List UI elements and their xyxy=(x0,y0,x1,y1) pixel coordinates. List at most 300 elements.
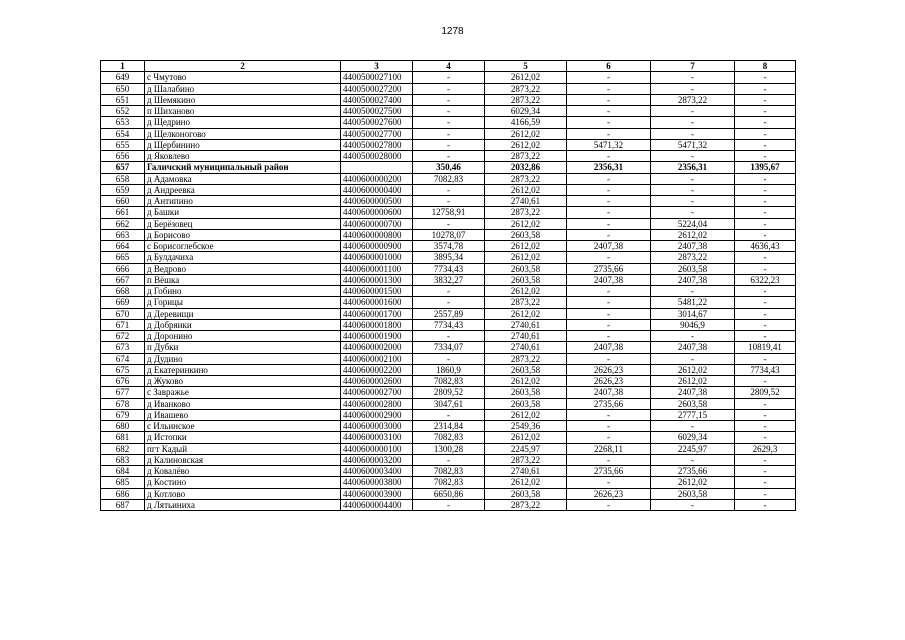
value-cell: - xyxy=(651,499,735,510)
value-cell: 2873,22 xyxy=(485,207,567,218)
value-cell: 2740,61 xyxy=(485,319,567,330)
settlement-name-cell: с Борисоглебское xyxy=(145,241,341,252)
value-cell: 2603,58 xyxy=(651,263,735,274)
value-cell: 6029,34 xyxy=(651,432,735,443)
settlement-name-cell: д Лятьиниха xyxy=(145,499,341,510)
value-cell: - xyxy=(735,263,796,274)
table-row xyxy=(101,432,796,443)
value-cell: - xyxy=(567,151,651,162)
value-cell: 2873,22 xyxy=(485,151,567,162)
settlement-name-cell: д Яковлево xyxy=(145,151,341,162)
value-cell: - xyxy=(651,151,735,162)
value-cell: 2873,22 xyxy=(651,94,735,105)
value-cell: 4166,59 xyxy=(485,117,567,128)
value-cell: 2809,52 xyxy=(413,387,485,398)
value-cell: 1860,9 xyxy=(413,364,485,375)
value-cell: 7082,83 xyxy=(413,477,485,488)
table-row xyxy=(101,83,796,94)
settlement-name-cell: д Ковалёво xyxy=(145,466,341,477)
value-cell: 2735,66 xyxy=(567,263,651,274)
table-row xyxy=(101,488,796,499)
row-number-cell: 673 xyxy=(101,342,145,353)
row-number-cell: 676 xyxy=(101,376,145,387)
table-row xyxy=(101,229,796,240)
column-header: 6 xyxy=(567,61,651,72)
settlement-name-cell: с Чмутово xyxy=(145,72,341,83)
row-number-cell: 670 xyxy=(101,308,145,319)
row-number-cell: 665 xyxy=(101,252,145,263)
value-cell: 2407,38 xyxy=(651,241,735,252)
table-row xyxy=(101,106,796,117)
value-cell: - xyxy=(567,286,651,297)
table-row xyxy=(101,173,796,184)
value-cell: 2612,02 xyxy=(485,308,567,319)
settlement-name-cell: д Калиновская xyxy=(145,454,341,465)
value-cell: - xyxy=(567,173,651,184)
row-number-cell: 668 xyxy=(101,286,145,297)
value-cell: 2612,02 xyxy=(651,477,735,488)
settlement-name-cell: д Щербинино xyxy=(145,139,341,150)
value-cell: 2407,38 xyxy=(651,274,735,285)
code-cell: 4400500027400 xyxy=(341,94,413,105)
code-cell: 4400600001600 xyxy=(341,297,413,308)
value-cell: 2603,58 xyxy=(651,398,735,409)
value-cell: - xyxy=(735,128,796,139)
value-cell: 2735,66 xyxy=(651,466,735,477)
value-cell: - xyxy=(567,477,651,488)
row-number-cell: 671 xyxy=(101,319,145,330)
value-cell: 2407,38 xyxy=(567,342,651,353)
value-cell: - xyxy=(735,72,796,83)
row-number-cell: 686 xyxy=(101,488,145,499)
code-cell: 4400600004400 xyxy=(341,499,413,510)
value-cell: - xyxy=(735,353,796,364)
value-cell: 3895,34 xyxy=(413,252,485,263)
value-cell: - xyxy=(735,94,796,105)
value-cell: 3047,61 xyxy=(413,398,485,409)
code-cell: 4400600000900 xyxy=(341,241,413,252)
settlement-name-cell: д Иванково xyxy=(145,398,341,409)
value-cell: - xyxy=(413,83,485,94)
value-cell: - xyxy=(567,252,651,263)
value-cell: - xyxy=(413,184,485,195)
value-cell: 2612,02 xyxy=(485,72,567,83)
value-cell: 2245,97 xyxy=(485,443,567,454)
value-cell: 2356,31 xyxy=(651,162,735,173)
value-cell: - xyxy=(651,117,735,128)
value-cell: 2314,84 xyxy=(413,421,485,432)
value-cell: - xyxy=(413,128,485,139)
settlement-name-cell: д Екатеринкино xyxy=(145,364,341,375)
value-cell: 2873,22 xyxy=(485,94,567,105)
value-cell: - xyxy=(413,196,485,207)
code-cell: 4400600002000 xyxy=(341,342,413,353)
value-cell: 2407,38 xyxy=(567,387,651,398)
value-cell: 2629,3 xyxy=(735,443,796,454)
value-cell: 3014,67 xyxy=(651,308,735,319)
table-row xyxy=(101,319,796,330)
value-cell: 7734,43 xyxy=(413,263,485,274)
column-header: 8 xyxy=(735,61,796,72)
code-cell: 4400600003800 xyxy=(341,477,413,488)
table-body xyxy=(101,72,796,511)
table-row xyxy=(101,72,796,83)
value-cell: 2603,58 xyxy=(485,274,567,285)
value-cell: 2612,02 xyxy=(485,376,567,387)
table-row xyxy=(101,184,796,195)
code-cell: 4400600000800 xyxy=(341,229,413,240)
settlement-name-cell: д Котлово xyxy=(145,488,341,499)
value-cell: - xyxy=(413,286,485,297)
table-row xyxy=(101,398,796,409)
settlement-name-cell: Галичский муниципальный район xyxy=(145,162,341,173)
value-cell: - xyxy=(735,218,796,229)
table-row xyxy=(101,263,796,274)
value-cell: 2603,58 xyxy=(485,398,567,409)
value-cell: 1300,28 xyxy=(413,443,485,454)
code-cell: 4400500027800 xyxy=(341,139,413,150)
row-number-cell: 654 xyxy=(101,128,145,139)
column-header: 1 xyxy=(101,61,145,72)
code-cell: 4400500027600 xyxy=(341,117,413,128)
table-row xyxy=(101,421,796,432)
row-number-cell: 675 xyxy=(101,364,145,375)
value-cell: 2735,66 xyxy=(567,466,651,477)
value-cell: 2612,02 xyxy=(485,252,567,263)
value-cell: - xyxy=(567,117,651,128)
value-cell: - xyxy=(413,106,485,117)
value-cell: 7082,83 xyxy=(413,432,485,443)
code-cell: 4400600000700 xyxy=(341,218,413,229)
code-cell: 4400600002900 xyxy=(341,409,413,420)
row-number-cell: 678 xyxy=(101,398,145,409)
value-cell: 2612,02 xyxy=(485,286,567,297)
value-cell: - xyxy=(567,308,651,319)
value-cell: 2032,86 xyxy=(485,162,567,173)
code-cell xyxy=(341,162,413,173)
value-cell: 2740,61 xyxy=(485,196,567,207)
settlement-name-cell: д Адамовка xyxy=(145,173,341,184)
value-cell: - xyxy=(567,106,651,117)
table-row xyxy=(101,308,796,319)
value-cell: - xyxy=(651,331,735,342)
value-cell: - xyxy=(735,308,796,319)
code-cell: 4400500027100 xyxy=(341,72,413,83)
value-cell: 2873,22 xyxy=(485,83,567,94)
code-cell: 4400600003900 xyxy=(341,488,413,499)
value-cell: 2245,97 xyxy=(651,443,735,454)
value-cell: 350,46 xyxy=(413,162,485,173)
settlement-name-cell: д Щелконогово xyxy=(145,128,341,139)
value-cell: 2407,38 xyxy=(651,387,735,398)
value-cell: - xyxy=(735,229,796,240)
code-cell: 4400600000400 xyxy=(341,184,413,195)
value-cell: - xyxy=(651,196,735,207)
code-cell: 4400600002100 xyxy=(341,353,413,364)
settlement-name-cell: д Булдачиха xyxy=(145,252,341,263)
value-cell: 2873,22 xyxy=(485,353,567,364)
row-number-cell: 655 xyxy=(101,139,145,150)
value-cell: - xyxy=(735,421,796,432)
value-cell: 2603,58 xyxy=(485,229,567,240)
table-row xyxy=(101,162,796,173)
value-cell: - xyxy=(567,207,651,218)
settlement-name-cell: п Шиханово xyxy=(145,106,341,117)
value-cell: - xyxy=(735,488,796,499)
value-cell: - xyxy=(735,409,796,420)
value-cell: 2777,15 xyxy=(651,409,735,420)
settlement-name-cell: д Борисово xyxy=(145,229,341,240)
table-row xyxy=(101,443,796,454)
table-row xyxy=(101,274,796,285)
value-cell: 2873,22 xyxy=(485,173,567,184)
value-cell: - xyxy=(567,331,651,342)
table-header-row xyxy=(101,61,796,72)
settlement-name-cell: д Ивашево xyxy=(145,409,341,420)
value-cell: - xyxy=(735,454,796,465)
value-cell: 2612,02 xyxy=(485,139,567,150)
table-row xyxy=(101,286,796,297)
page-number: 1278 xyxy=(441,26,464,37)
row-number-cell: 674 xyxy=(101,353,145,364)
value-cell: 5224,04 xyxy=(651,218,735,229)
code-cell: 4400500028000 xyxy=(341,151,413,162)
value-cell: 2626,23 xyxy=(567,376,651,387)
settlement-name-cell: д Антипино xyxy=(145,196,341,207)
value-cell: - xyxy=(413,409,485,420)
row-number-cell: 657 xyxy=(101,162,145,173)
table-row xyxy=(101,252,796,263)
code-cell: 4400600002600 xyxy=(341,376,413,387)
settlement-name-cell: с Завражье xyxy=(145,387,341,398)
row-number-cell: 652 xyxy=(101,106,145,117)
value-cell: - xyxy=(413,117,485,128)
value-cell: - xyxy=(735,207,796,218)
code-cell: 4400600001500 xyxy=(341,286,413,297)
value-cell: 5481,22 xyxy=(651,297,735,308)
value-cell: - xyxy=(567,83,651,94)
value-cell: 7734,43 xyxy=(735,364,796,375)
code-cell: 4400600000100 xyxy=(341,443,413,454)
settlement-name-cell: п Дубки xyxy=(145,342,341,353)
value-cell: - xyxy=(567,319,651,330)
column-header: 3 xyxy=(341,61,413,72)
code-cell: 4400500027700 xyxy=(341,128,413,139)
value-cell: 2407,38 xyxy=(651,342,735,353)
value-cell: 2268,11 xyxy=(567,443,651,454)
value-cell: 6650,86 xyxy=(413,488,485,499)
code-cell: 4400500027200 xyxy=(341,83,413,94)
table-row xyxy=(101,387,796,398)
value-cell: - xyxy=(651,173,735,184)
value-cell: 2407,38 xyxy=(567,274,651,285)
value-cell: - xyxy=(413,499,485,510)
value-cell: 2809,52 xyxy=(735,387,796,398)
value-cell: - xyxy=(735,139,796,150)
value-cell: - xyxy=(651,83,735,94)
value-cell: 2626,23 xyxy=(567,488,651,499)
code-cell: 4400600001300 xyxy=(341,274,413,285)
value-cell: 12758,91 xyxy=(413,207,485,218)
settlement-name-cell: д Доронино xyxy=(145,331,341,342)
column-header: 2 xyxy=(145,61,341,72)
row-number-cell: 677 xyxy=(101,387,145,398)
row-number-cell: 662 xyxy=(101,218,145,229)
settlement-name-cell: д Шалабино xyxy=(145,83,341,94)
value-cell: - xyxy=(651,207,735,218)
row-number-cell: 659 xyxy=(101,184,145,195)
value-cell: - xyxy=(567,128,651,139)
table-row xyxy=(101,342,796,353)
settlement-name-cell: п Вёшка xyxy=(145,274,341,285)
row-number-cell: 680 xyxy=(101,421,145,432)
value-cell: 7334,07 xyxy=(413,342,485,353)
value-cell: - xyxy=(735,376,796,387)
value-cell: - xyxy=(651,286,735,297)
value-cell: - xyxy=(567,218,651,229)
table-row xyxy=(101,218,796,229)
value-cell: - xyxy=(735,184,796,195)
row-number-cell: 687 xyxy=(101,499,145,510)
value-cell: - xyxy=(735,252,796,263)
settlement-name-cell: д Берёзовец xyxy=(145,218,341,229)
row-number-cell: 663 xyxy=(101,229,145,240)
table-row xyxy=(101,364,796,375)
table-row xyxy=(101,117,796,128)
row-number-cell: 682 xyxy=(101,443,145,454)
value-cell: 2873,22 xyxy=(485,454,567,465)
value-cell: - xyxy=(735,117,796,128)
row-number-cell: 683 xyxy=(101,454,145,465)
value-cell: 2603,58 xyxy=(485,488,567,499)
value-cell: 2612,02 xyxy=(651,364,735,375)
value-cell: 3574,78 xyxy=(413,241,485,252)
value-cell: 1395,67 xyxy=(735,162,796,173)
settlement-name-cell: пгт Кадый xyxy=(145,443,341,454)
value-cell: 5471,32 xyxy=(651,139,735,150)
value-cell: - xyxy=(735,106,796,117)
value-cell: - xyxy=(651,454,735,465)
value-cell: - xyxy=(567,409,651,420)
table-row xyxy=(101,297,796,308)
settlement-name-cell: д Деревищи xyxy=(145,308,341,319)
data-table xyxy=(100,60,796,511)
code-cell: 4400600001900 xyxy=(341,331,413,342)
row-number-cell: 653 xyxy=(101,117,145,128)
value-cell: 7082,83 xyxy=(413,173,485,184)
settlement-name-cell: д Ведрово xyxy=(145,263,341,274)
value-cell: - xyxy=(735,83,796,94)
value-cell: - xyxy=(651,353,735,364)
table-row xyxy=(101,151,796,162)
row-number-cell: 664 xyxy=(101,241,145,252)
value-cell: 2612,02 xyxy=(485,477,567,488)
value-cell: - xyxy=(735,432,796,443)
settlement-name-cell: д Андреевка xyxy=(145,184,341,195)
table-row xyxy=(101,409,796,420)
code-cell: 4400600002200 xyxy=(341,364,413,375)
value-cell: - xyxy=(651,421,735,432)
code-cell: 4400600001100 xyxy=(341,263,413,274)
value-cell: - xyxy=(651,106,735,117)
value-cell: - xyxy=(735,286,796,297)
settlement-name-cell: д Добряики xyxy=(145,319,341,330)
value-cell: 2612,02 xyxy=(485,128,567,139)
row-number-cell: 679 xyxy=(101,409,145,420)
settlement-name-cell: с Ильинское xyxy=(145,421,341,432)
code-cell: 4400600000500 xyxy=(341,196,413,207)
value-cell: - xyxy=(567,454,651,465)
value-cell: - xyxy=(567,297,651,308)
code-cell: 4400600001800 xyxy=(341,319,413,330)
settlement-name-cell: д Щедрино xyxy=(145,117,341,128)
value-cell: - xyxy=(567,184,651,195)
value-cell: 5471,32 xyxy=(567,139,651,150)
value-cell: - xyxy=(735,398,796,409)
value-cell: 2873,22 xyxy=(485,499,567,510)
value-cell: 2612,02 xyxy=(485,409,567,420)
value-cell: - xyxy=(413,94,485,105)
value-cell: - xyxy=(735,499,796,510)
table-row xyxy=(101,331,796,342)
code-cell: 4400600002800 xyxy=(341,398,413,409)
value-cell: 2740,61 xyxy=(485,331,567,342)
table-row xyxy=(101,241,796,252)
table-row xyxy=(101,128,796,139)
value-cell: - xyxy=(567,499,651,510)
code-cell: 4400600001700 xyxy=(341,308,413,319)
row-number-cell: 681 xyxy=(101,432,145,443)
value-cell: 6029,34 xyxy=(485,106,567,117)
value-cell: 2873,22 xyxy=(651,252,735,263)
value-cell: - xyxy=(735,151,796,162)
row-number-cell: 660 xyxy=(101,196,145,207)
settlement-name-cell: д Башки xyxy=(145,207,341,218)
table-row xyxy=(101,499,796,510)
row-number-cell: 656 xyxy=(101,151,145,162)
row-number-cell: 672 xyxy=(101,331,145,342)
value-cell: - xyxy=(567,353,651,364)
code-cell: 4400600003000 xyxy=(341,421,413,432)
value-cell: - xyxy=(567,421,651,432)
row-number-cell: 661 xyxy=(101,207,145,218)
value-cell: 2356,31 xyxy=(567,162,651,173)
code-cell: 4400600002700 xyxy=(341,387,413,398)
value-cell: 2740,61 xyxy=(485,342,567,353)
value-cell: - xyxy=(651,184,735,195)
column-header: 5 xyxy=(485,61,567,72)
code-cell: 4400600003400 xyxy=(341,466,413,477)
value-cell: 2735,66 xyxy=(567,398,651,409)
code-cell: 4400600003200 xyxy=(341,454,413,465)
code-cell: 4400600000200 xyxy=(341,173,413,184)
row-number-cell: 651 xyxy=(101,94,145,105)
table-row xyxy=(101,94,796,105)
value-cell: - xyxy=(735,173,796,184)
value-cell: 2612,02 xyxy=(485,218,567,229)
code-cell: 4400600003100 xyxy=(341,432,413,443)
value-cell: - xyxy=(413,139,485,150)
column-header: 7 xyxy=(651,61,735,72)
value-cell: - xyxy=(735,466,796,477)
value-cell: - xyxy=(413,218,485,229)
value-cell: - xyxy=(735,297,796,308)
code-cell: 4400600000600 xyxy=(341,207,413,218)
value-cell: 2626,23 xyxy=(567,364,651,375)
value-cell: 2612,02 xyxy=(651,229,735,240)
settlement-name-cell: д Истопки xyxy=(145,432,341,443)
value-cell: - xyxy=(651,72,735,83)
